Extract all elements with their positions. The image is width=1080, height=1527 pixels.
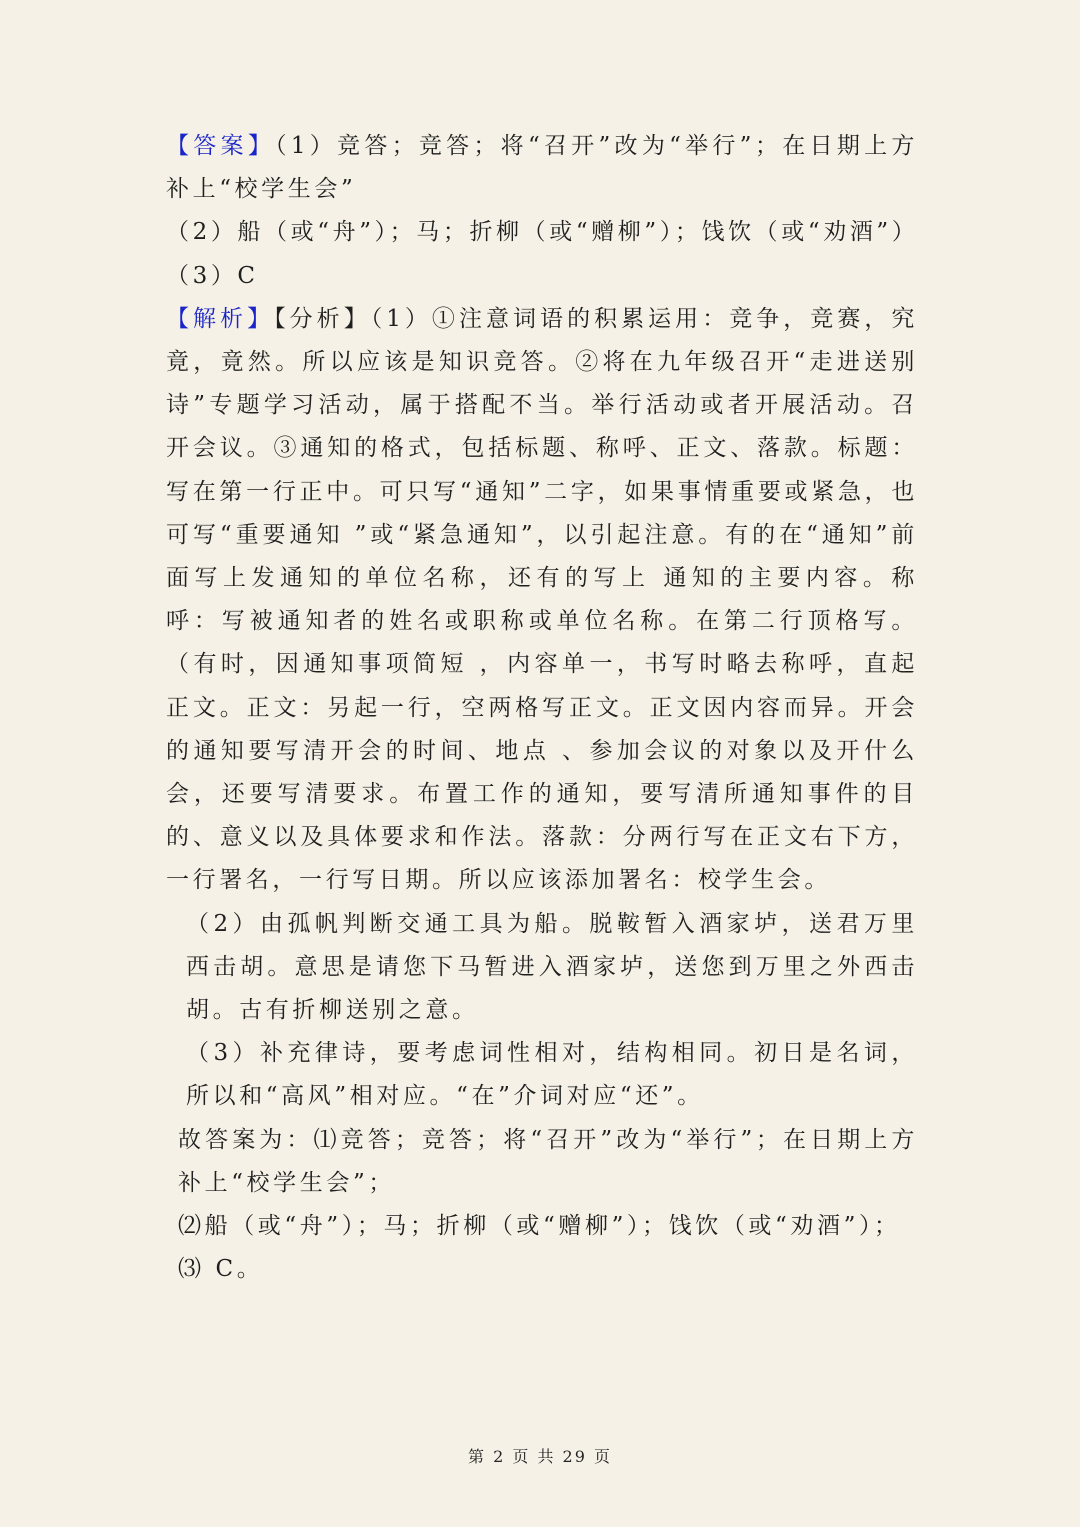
- page-number-footer: 第 2 页 共 29 页: [468, 1447, 612, 1466]
- analysis-sub-label: 【分析】: [274, 305, 371, 332]
- analysis-label: 【解析】: [166, 305, 275, 332]
- answer-line-3: （3）C: [166, 262, 259, 289]
- conclusion-line-1: 故答案为：⑴竞答；竞答；将“召开”改为“举行”；在日期上方补上“校学生会”；: [178, 1126, 918, 1196]
- conclusion-line-3: ⑶ C。: [178, 1256, 264, 1283]
- answer-line-1: （1）竞答；竞答；将“召开”改为“举行”；在日期上方补上“校学生会”: [166, 133, 918, 203]
- analysis-part-1: [166, 298, 918, 903]
- answer-line-2: （2）船（或“舟”）；马；折柳（或“赠柳”）；饯饮（或“劝酒”）: [166, 219, 919, 246]
- answer-block: [166, 125, 918, 211]
- analysis-part-3: （3）补充律诗，要考虑词性相对，结构相同。初日是名词，所以和“高风”相对应。“在”介词对应“还”。: [186, 1040, 918, 1110]
- analysis-part-2: （2）由孤帆判断交通工具为船。脱鞍暂入酒家垆，送君万里西击胡。意思是请您下马暂进入酒家垆，送您到万里之外西击胡。古有折柳送别之意。: [186, 910, 918, 1024]
- analysis-part-1-text: （1）①注意词语的积累运用：竞争，竞赛，究竟，竟然。所以应该是知识竞答。②将在九年级召开“走进送别诗”专题学习活动，属于搭配不当。举行活动或者开展活动。召开会议。③通知的格式，包括标题、称呼、正文、落款。标题：写在第一行正中。可只写“通知”二字，如果事情重要或紧急，也可写“重要通知 ”或“紧急通知”，以引起注意。有的在“通知”前面写上发通知的单位名称，还有的写上 通知的主要内容。称呼：写被通知者的姓名或职称或单位名称。在第二行顶格写。（有时，因通知事项简短 ，内容单一，书写时略去称呼，直起正文。正文：另起一行，空两格写正文。正文因内容而异。开会的通知要写清开会的时间、地点 、参加会议的对象以及开什么会，还要写清要求。布置工作的通知，要写清所通知事件的目 的、意义以及具体要求和作法。落款：分两行写在正文右下方，一行署名，一行写日期。所以应该添加署名：校学生会。: [166, 305, 918, 894]
- conclusion-line-2: ⑵船（或“舟”）；马；折柳（或“赠柳”）；饯饮（或“劝酒”）；: [178, 1213, 901, 1240]
- answer-label: 【答案】: [166, 133, 276, 159]
- document-body: [166, 125, 918, 1291]
